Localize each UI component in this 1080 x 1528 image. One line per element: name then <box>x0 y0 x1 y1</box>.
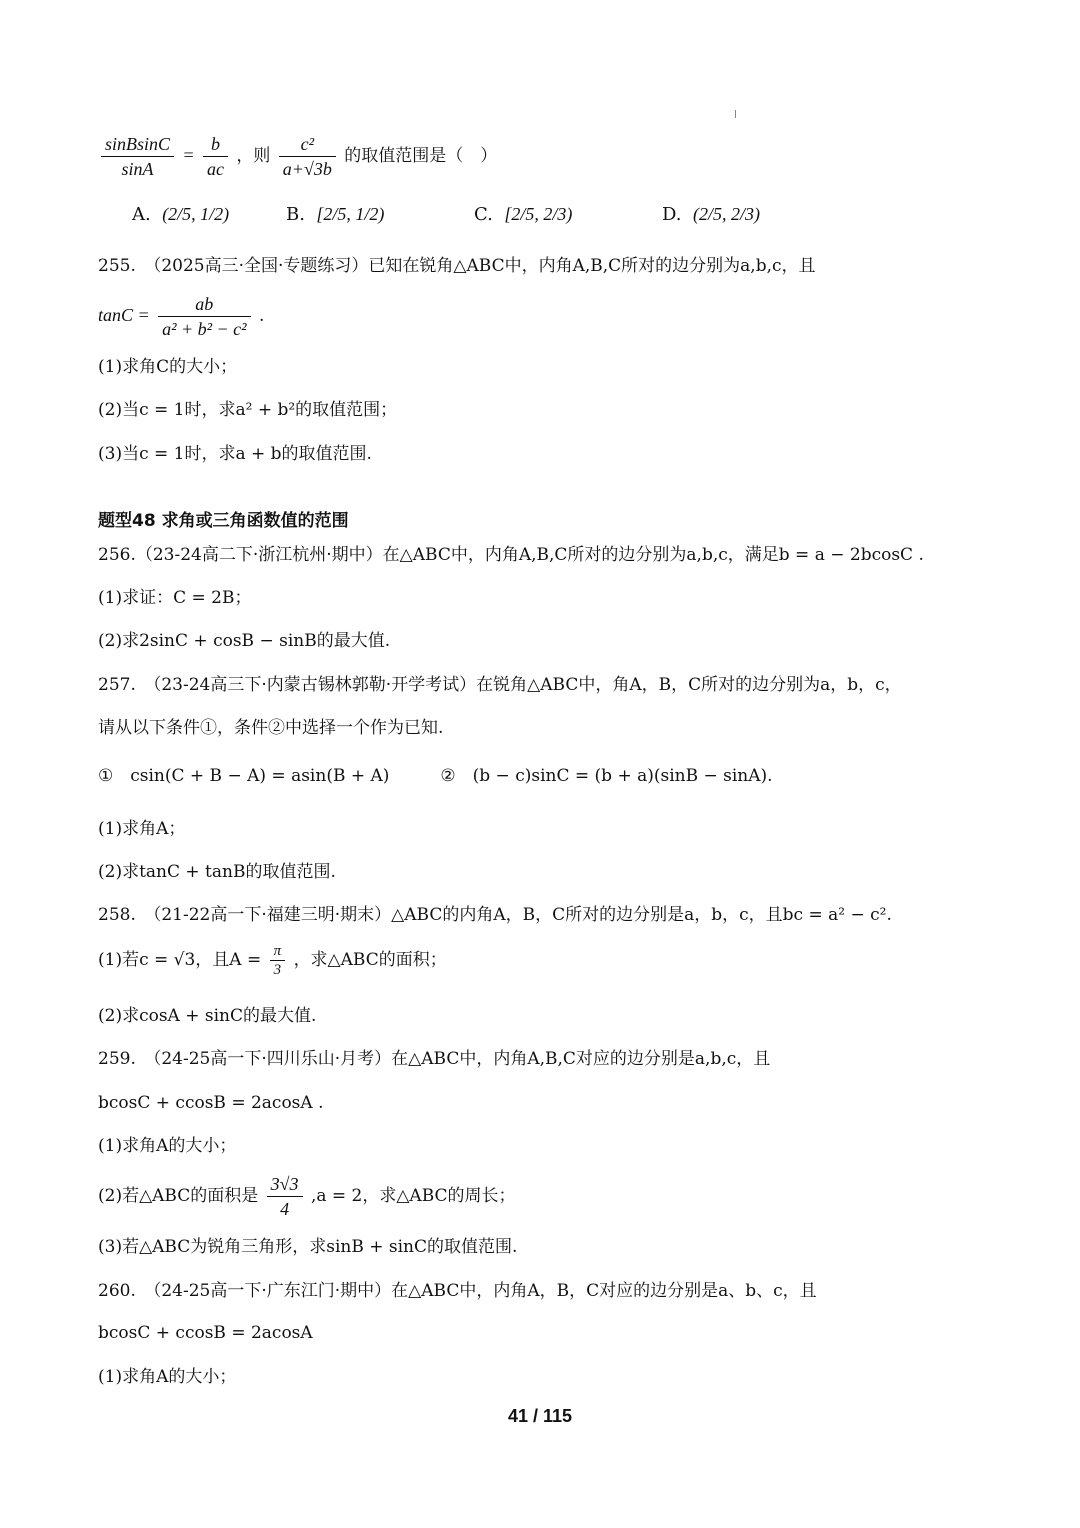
connector-text: ，则 <box>236 146 271 166</box>
fraction-numerator: c² <box>279 132 336 157</box>
option-c <box>474 188 572 240</box>
problem-259-stem-2: bcosC + ccosB = 2acosA . <box>98 1093 324 1113</box>
fraction-numerator: 3√3 <box>267 1172 303 1197</box>
question-tail: 的取值范围是（ ） <box>344 146 498 166</box>
problem-255-stem: 255. （2025高三·全国·专题练习）已知在锐角△ABC中，内角A,B,C所对的边分别为a,b,c，且 <box>98 256 816 276</box>
fraction-tan <box>158 292 250 341</box>
problem-257-q2: (2)求tanC + tanB的取值范围. <box>98 862 336 882</box>
option-d <box>662 188 760 240</box>
fraction-denominator: a+√3b <box>282 159 332 179</box>
problem-257-q1: (1)求角A； <box>98 819 186 839</box>
fraction-denominator: ac <box>206 159 224 179</box>
problem-258-stem: 258. （21-22高一下·福建三明·期末）△ABC的内角A，B，C所对的边分别是a，b，c，且bc = a² − c². <box>98 905 892 925</box>
problem-257-stem: 257. （23-24高三下·内蒙古锡林郭勒·开学考试）在锐角△ABC中，角A，B，C所对的边分别为a，b，c， <box>98 675 902 695</box>
option-value: [2/5, 1/2) <box>316 203 385 224</box>
fraction-lhs <box>101 132 174 181</box>
q1-suffix: ，求△ABC的面积； <box>293 950 447 970</box>
q1-prefix: (1)若c = √3，且A = <box>98 950 262 970</box>
option-value: [2/5, 2/3) <box>504 203 573 224</box>
problem-255-q1: (1)求角C的大小； <box>98 357 238 377</box>
section-heading: 题型48 求角或三角函数值的范围 <box>98 511 349 531</box>
fraction-numerator: sinBsinC <box>101 132 174 157</box>
fraction-numerator: π <box>270 942 286 961</box>
option-label: A. <box>132 203 151 225</box>
problem-256-q2: (2)求2sinC + cosB − sinB的最大值. <box>98 631 391 651</box>
problem-258-q1 <box>98 942 447 979</box>
option-a <box>132 188 229 240</box>
problem-259-q3: (3)若△ABC为锐角三角形，求sinB + sinC的取值范围. <box>98 1237 518 1257</box>
problem-260-stem-2: bcosC + ccosB = 2acosA <box>98 1323 313 1343</box>
problem-259-q2 <box>98 1172 516 1221</box>
problem-260-q1: (1)求角A的大小； <box>98 1367 237 1387</box>
fraction-query <box>279 132 336 181</box>
fraction-numerator: b <box>203 132 228 157</box>
formula-end: . <box>258 306 265 326</box>
fraction-numerator: ab <box>158 292 250 317</box>
q2-suffix: ,a = 2，求△ABC的周长； <box>310 1186 516 1206</box>
problem-255-formula <box>98 292 264 341</box>
fraction-denominator: a² + b² − c² <box>162 319 247 339</box>
fraction-denominator: sinA <box>121 159 154 179</box>
fraction-rhs <box>203 132 228 181</box>
formula-lhs: tanC = <box>98 305 150 325</box>
problem-256-q1: (1)求证：C = 2B； <box>98 588 252 608</box>
problem-259-stem: 259. （24-25高一下·四川乐山·月考）在△ABC中，内角A,B,C对应的边分别是a,b,c，且 <box>98 1049 771 1069</box>
option-label: B. <box>286 203 305 225</box>
scan-mark <box>735 110 736 118</box>
problem-255-q2: (2)当c = 1时，求a² + b²的取值范围； <box>98 400 398 420</box>
option-value: (2/5, 1/2) <box>162 203 230 224</box>
problem-260-stem: 260. （24-25高一下·广东江门·期中）在△ABC中，内角A，B，C对应的边分别是a、b、c，且 <box>98 1281 817 1301</box>
fraction-denominator: 3 <box>273 962 282 978</box>
problem-254-tail: $\frac{\text{sinBsinC}}{\sin A}$ = $\frac{b}{ac}$ ，则 $\frac{\text{c²}}{a+√3b}$ 的取值范围是（ ） <box>98 132 497 181</box>
fraction-denominator: 4 <box>280 1199 290 1219</box>
page-number: 41 / 115 <box>507 1406 573 1426</box>
fraction-area <box>267 1172 303 1221</box>
problem-256-stem: 256.（23-24高二下·浙江杭州·期中）在△ABC中，内角A,B,C所对的边分别为a,b,c，满足b = a − 2bcosC . <box>98 545 924 565</box>
q2-prefix: (2)若△ABC的面积是 <box>98 1186 259 1206</box>
option-label: D. <box>662 203 682 225</box>
problem-257-stem-2: 请从以下条件①，条件②中选择一个作为已知. <box>98 718 444 738</box>
option-label: C. <box>474 203 493 225</box>
option-b <box>286 188 384 240</box>
fraction-pi-3 <box>270 942 286 979</box>
problem-258-q2: (2)求cosA + sinC的最大值. <box>98 1006 317 1026</box>
problem-257-conditions: ① csin(C + B − A) = asin(B + A) ② (b − c)sinC = (b + a)(sinB − sinA). <box>98 766 773 786</box>
problem-259-q1: (1)求角A的大小； <box>98 1136 237 1156</box>
problem-255-q3: (3)当c = 1时，求a + b的取值范围. <box>98 444 372 464</box>
option-value: (2/5, 2/3) <box>692 203 760 224</box>
